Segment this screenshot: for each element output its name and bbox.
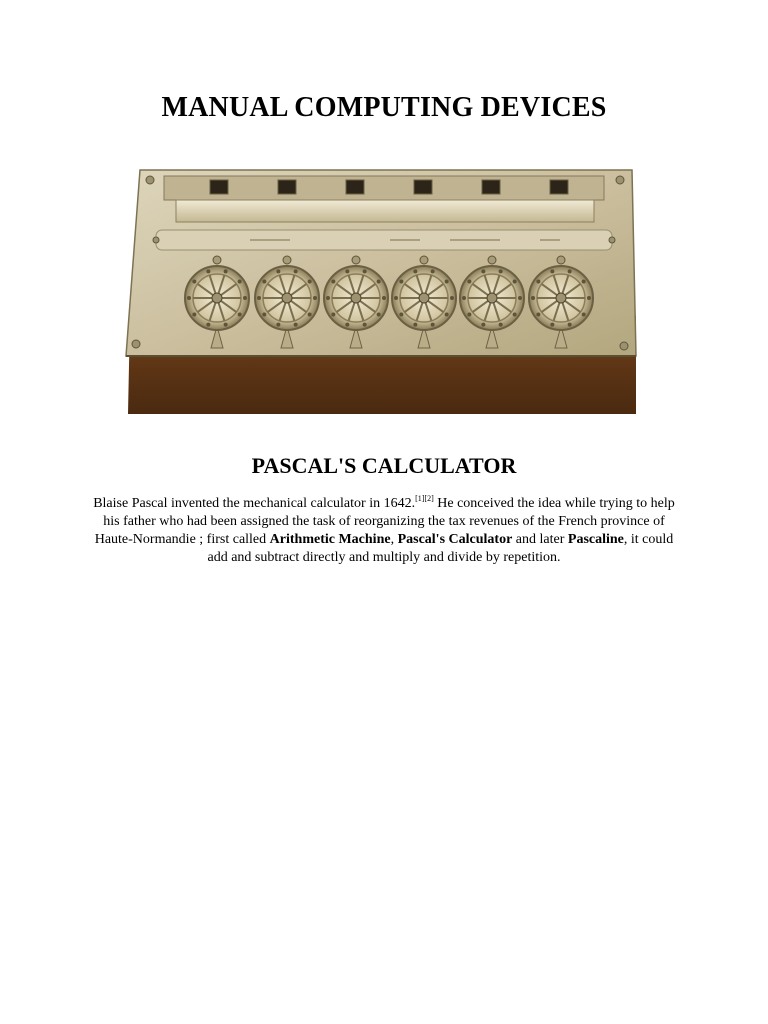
paragraph-text: He conceived the idea while trying to help his father who had been assigned the task of reorganizing the tax revenues of the French province of Haute-Normandie ; first called bbox=[94, 496, 675, 547]
paragraph-text: , it could add and subtract directly and multiply and divide by repetition. bbox=[207, 532, 674, 565]
paragraph-text: Blaise Pascal invented the mechanical calculator in 1642. bbox=[93, 496, 416, 511]
pascaline-illustration bbox=[120, 166, 640, 416]
display-rail bbox=[164, 176, 604, 200]
pascaline-image bbox=[120, 166, 640, 416]
section-heading: PASCAL'S CALCULATOR bbox=[251, 453, 517, 478]
separator: , bbox=[390, 532, 398, 547]
term-pascals-calculator: Pascal's Calculator bbox=[397, 532, 513, 547]
body-paragraph bbox=[90, 495, 678, 567]
citation-link[interactable]: [1][2] bbox=[415, 494, 434, 503]
slider-bar bbox=[176, 200, 594, 222]
term-pascaline: Pascaline bbox=[567, 532, 624, 547]
term-arithmetic-machine: Arithmetic Machine bbox=[269, 532, 391, 547]
separator: and later bbox=[512, 532, 568, 547]
page-title: MANUAL COMPUTING DEVICES bbox=[161, 92, 607, 123]
